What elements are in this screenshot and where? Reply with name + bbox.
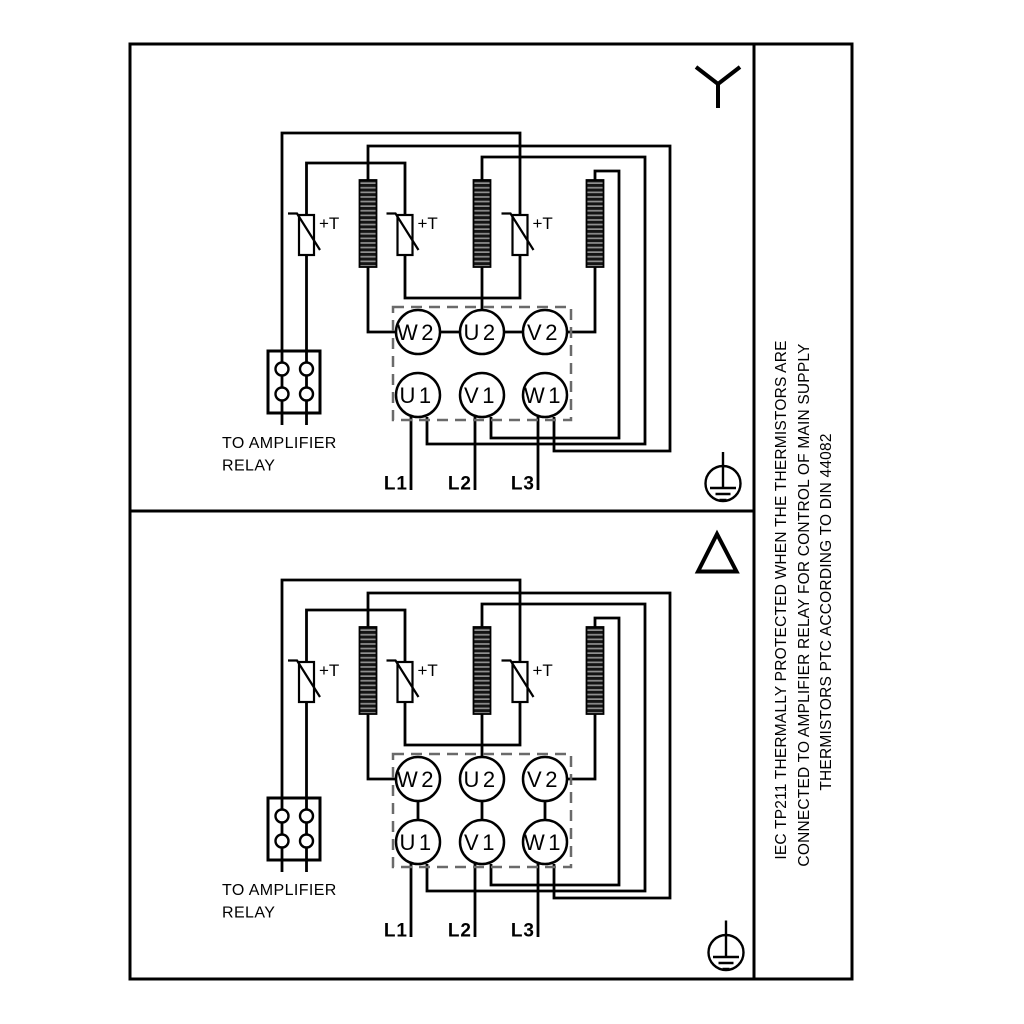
side-note-line-1: IEC TP211 THERMALLY PROTECTED WHEN THE THERMISTORS ARE	[773, 340, 790, 860]
side-note-line-2: CONNECTED TO AMPLIFIER RELAY FOR CONTROL OF MAIN SUPPLY	[796, 343, 813, 867]
side-note-line-3: THERMISTORS PTC ACCORDING TO DIN 44082	[818, 433, 835, 791]
